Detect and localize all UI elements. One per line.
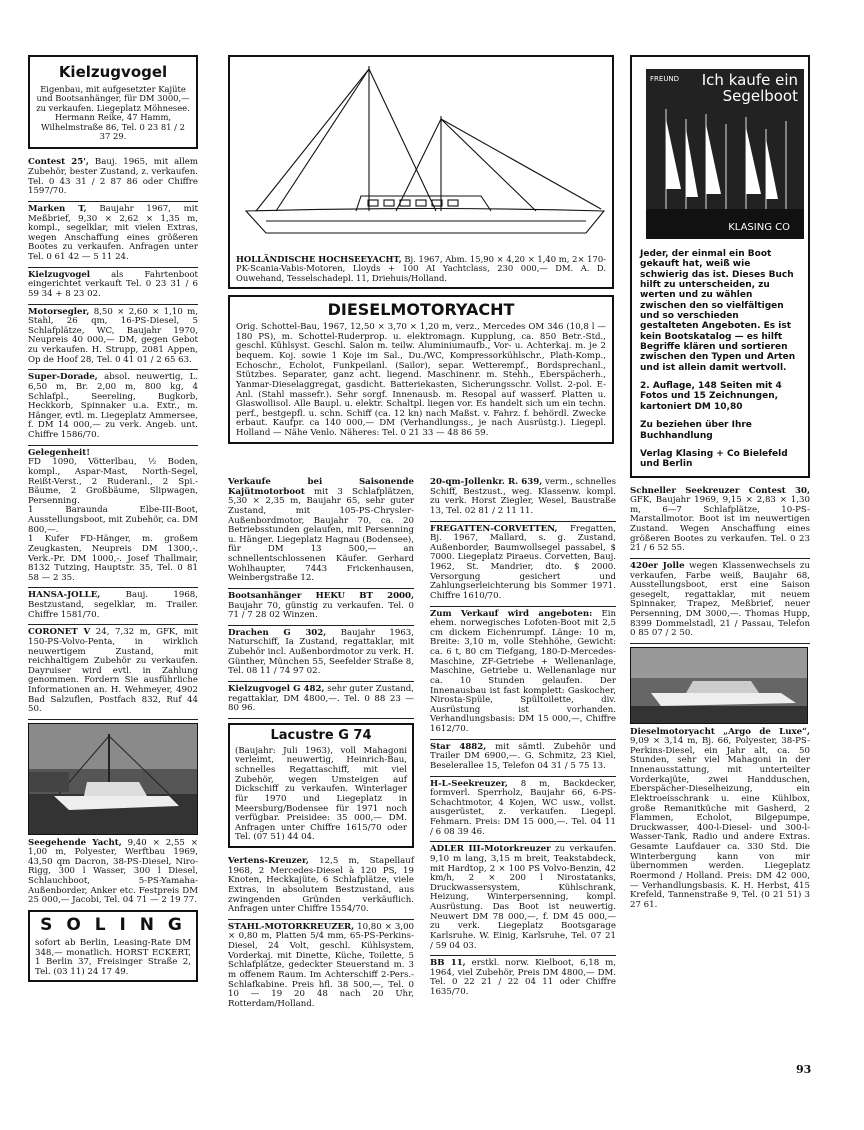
ad-head: Gelegenheit! [28, 447, 90, 458]
ad-text: 24, 7,32 m, GFK, mit 150-PS-Volvo-Penta, in wirklich neuwertigem Zustand, mit reichhaltigem Zubehör zu verkaufen. Dayruiser wird evtl. in Zahlung genommen. Fordern Sie ausführliche Informationen an. H. Wehmeyer, 4902 Bad Salzuflen, Postfach 832, Ruf 44 50. [28, 627, 198, 715]
hochseeyacht-box [228, 55, 614, 289]
dieselmotoryacht-text: Orig. Schottel-Bau, 1967, 12,50 × 3,70 × 1,20 m, verz., Mercedes OM 346 (10,8 l — 180 PS), m. Schottel-Ruderprop. u. elektromagn. Kupplung, ca. 850 Betr.-Std., geschl. Kühlsyst. Geschl. Salon m. teilw. Aluminiumaufb., Vor- u. Achterkaj. m. je 2 bequem. Koj. sowie 1 Koje im Sal., Du./WC, Kompressorkühlschr., Plath-Komp., Echoschr., Echolot, Funkpeilanl. (Sailor), separ. Wetterempf., Bordsprechanl., Stützbes. Separater, ganz acht. liegend. Maschinenr. m. Stehh., Eberspächerh., Yanmar-Dieselaggregat, gasdicht. Batteriekasten, Sicherungsschr. Vollst. 2-pol. E-Anl. (Stahl massefr.). Sehr sorgf. Innenausb. m. Resopal auf wasserf. Platten u. Glaswollisol. Alle Baupl. u. elektr. Schaltpl. liegen vor. Es handelt sich um ein techn. perf., bestgepfl. u. schn. Schiff (ca. 12 kn) nach Maßst. v. Fahrz. f. behördl. Zwecke erbaut. Kaufpr. ca 140 000,— DM (Verhandlungss., je nach Ausrüstg.). Liegepl. Holland — Nähe Venlo. Näheres: Tel. 0 21 33 — 48 86 59. [236, 322, 606, 439]
ad-jolle [630, 559, 810, 644]
ad-text: erstkl. norw. Kielboot, 6,18 m, 1964, viel Zubehör, Preis DM 4800,— DM. Tel. 0 22 21 / 22 04 11 oder Chiffre 1635/70. [430, 958, 616, 997]
soling-text: sofort ab Berlin, Leasing-Rate DM 348,— monatlich. HORST ECKERT, 1 Berlin 37, Freisinger Straße 2, Tel. (03 11) 24 17 49. [35, 937, 191, 977]
ad-text: zu verkaufen. 9,10 m lang, 3,15 m breit, Teakstabdeck, mit Hardtop, 2 × 100 PS Volvo-Benzin, 42 km/h, 2 × 200 l Nirostatanks, Druckwassersystem, Kühlschrank, Heizung, Winterpersenning, kompl. Ausrüstung. Das Boot ist neuwertig. Neuwert DM 78 000,—, f. DM 45 000,— zu verk. Liegeplatz Bootsgarage Karlsruhe. W. Einig, Karlsruhe, Tel. 07 21 / 59 04 03. [430, 844, 616, 951]
ad-text-baraunda: 1 Baraunda Elbe-III-Boot, Ausstellungsboot, mit Zubehör, ca. DM 800,—. [28, 505, 198, 535]
dieselmotoryacht-title: DIESELMOTORYACHT [327, 300, 515, 320]
book-intro: Jeder, der einmal ein Boot gekauft hat, weiß wie schwierig das ist. Dieses Buch hilft zu unterscheiden, zu werten und zu wählen zwischen den so vielfältigen und so verschieden gestalteten Angeboten. Es ist kein Bootskatalog — es hilft Begriffe klären und sortieren zwischen den Typen und Arten und ist allein damit wertvoll. [640, 249, 796, 373]
ad-text: Baujahr 1963, Naturschiff, Ia Zustand, regattaklar, mit Zubehör incl. Außenbordmotor zu verk. H. Günther, München 55, Seefelder Straße 8, Tel. 08 11 / 74 97 02. [228, 627, 415, 677]
ad-drachen [228, 626, 414, 682]
ad-kielzugvogel-g [228, 682, 414, 719]
ad-head: 420er Jolle [630, 560, 685, 571]
ad-kielzugvogel-2 [28, 268, 198, 305]
book-cover-publisher: FREUND [650, 75, 680, 83]
ad-text-fd: FD 1090, Vötterlbau, ½ Boden, kompl., Aspar-Mast, North-Segel, Reißt-Verst., 2 Ruderanl., 2 Spi.-Bäume, 2 Großbäume, Slipwagen, Persenning. [28, 457, 198, 506]
ad-text: 10,80 × 3,00 × 0,80 m, Platten 5/4 mm, 65-PS-Perkins-Diesel, 24 Volt, geschl. Kühlsystem, Vorderkaj. mit Dinette, Küche, Toilette, 5 Schlafplätze, gedeckter Steuerstand m. 3 m offenem Raum. Im Achterschiff 2-Pers.-Schlafkabine. Preis hfl. 38 500,—, Tel. 0 10 — 19 20 48 nach 20 Uhr, Rotterdam/Holland. [228, 921, 414, 1009]
ad-contest30 [630, 484, 810, 559]
ad-heku [228, 589, 414, 626]
dieselmotoryacht-box [228, 295, 614, 444]
ad-head: Contest 25', [28, 157, 89, 168]
ad-text: Bauj. 1968, Bestzustand, segelklar, m. Trailer. Chiffre 1581/70. [28, 590, 198, 620]
ad-text: als Fahrtenboot eingerichtet verkauft Tel. 0 23 31 / 6 59 34 + 8 23 02. [28, 269, 198, 299]
yacht-drawing [236, 61, 608, 251]
ad-adler [430, 842, 616, 956]
ad-hansa [28, 588, 198, 625]
ad-text: wegen Klassenwechsels zu verkaufen, Farbe weiß, Baujahr 68, Ausstellungsboot, erst eine Saison gesegelt, regattaklar, mit neuem Spinnaker, Trapez, Meßbrief, neuer Persenning, DM 3000,—. Thomas Hupp, 8399 Dommelstadl, 21 / Passau, Telefon 0 85 07 / 2 50. [630, 560, 810, 639]
ad-argo [630, 644, 810, 915]
ad-head: Marken T, [28, 203, 87, 214]
ad-head: Schneller Seekreuzer Contest 30, [630, 485, 810, 496]
ad-text: verm., schnelles Schiff, Bestzust., weg. Klassenw. kompl. zu verk. Horst Ziegler, Wesel, Baustraße 13, Tel. 02 81 / 2 11 11. [430, 477, 617, 516]
ad-head: ADLER III-Motorkreuzer [430, 844, 551, 855]
ad-text: Ein ehem. norwegisches Lofoten-Boot mit 2,5 cm dickem Eichenrumpf. Länge: 10 m, Breite: 3,10 m, volle Stehhöhe, Gewicht: ca. 6 t, 80 cm Tiefgang, 180-D-Mercedes-Maschine, ZF-Getriebe + Wellenanlage, Maschine, Getriebe u. Wellenanlage nur ca. 10 Stunden gelaufen. Der Innenausbau ist fast komplett: Gaskocher, Nirosta-Spüle, Spültoilette, div. Ausrüstung ist vorhanden. Verhandlungsbasis: DM 15 000,—, Chiffre 1612/70. [430, 608, 616, 734]
book-cover [646, 69, 798, 239]
ad-seegehende [28, 720, 198, 910]
ad-head: 20-qm-Jollenkr. R. 639, [430, 477, 543, 487]
ad-text-kufer: 1 Kufer FD-Hänger, m. großem Zeugkasten, Neupreis DM 1300,-. Verk.-Pr. DM 1000,-. Josef Thallmair, 8132 Tutzing, Hauptstr. 35, Tel. 0 81 58 — 2 35. [28, 534, 198, 583]
ad-head: BB 11, [430, 958, 466, 969]
column-left [28, 55, 198, 988]
ad-head: Drachen G 302, [228, 627, 327, 638]
ad-text: Bj. 1967, Abm. 15,90 × 4,20 × 1,40 m, 2× 170-PK-Scania-Vabis-Motoren, Lloyds + 100 AI Yachtclass, 230 000,— DM. A. D. Ouwehand, Tesselschadepl. 11, Driehuis/Holland. [236, 254, 606, 283]
ad-marken-t [28, 202, 198, 268]
ad-head: Kielzugvogel [28, 269, 91, 280]
ad-text: sehr guter Zustand, regattaklar, DM 4800,—. Tel. 0 88 23 — 80 96. [228, 683, 414, 714]
book-ad-box [630, 55, 810, 478]
book-cover-footer: KLASING CO [728, 222, 790, 233]
column-right [630, 55, 810, 914]
kielzugvogel-title: Kielzugvogel [58, 63, 168, 81]
ad-text: absol. neuwertig, L. 6,50 m, Br. 2,00 m, 800 kg, 4 Schlafpl., Seereling, Bugkorb, Heckkorb, Spinnaker u.a. Extr., m. Hänger, evtl. m. Liegeplatz Ammersee, f. DM 14 000,— zu verk. Angeb. unt. Chiffre 1586/70. [28, 372, 199, 441]
ad-hl [430, 777, 616, 843]
ad-jollenkr [430, 475, 616, 522]
ad-head: Verkaufe bei Saisonende Kajütmotorboot [228, 477, 414, 497]
ad-head: Kielzugvogel G 482, [228, 683, 325, 694]
kielzugvogel-box [28, 55, 198, 149]
ad-head: Dieselmotoryacht „Argo de Luxe“, [630, 726, 810, 737]
ad-head: Seegehende Yacht, [28, 837, 122, 848]
ad-super-dorade [28, 370, 198, 445]
yacht-photo [28, 723, 198, 835]
ad-motorsegler [28, 305, 198, 371]
hochseeyacht-text [236, 255, 606, 283]
ad-head: CORONET V [28, 627, 91, 638]
ad-text: mit 3 Schlafplätzen, 5,30 × 2,35 m, Baujahr 65, sehr guter Zustand, mit 105-PS-Chrysler-Außenbordmotor, Baujahr 70, ca. 20 Betriebsstunden gelaufen, mit Persenning u. Hänger. Liegeplatz Hagnau (Bodensee), für DM 13 500,— an schnellentschlossenen Käufer. Gerhard Wohlhaupter, 7443 Frickenhausen, Weinbergstraße 12. [228, 486, 415, 584]
ad-text: mit sämtl. Zubehör und Trailer DM 6900,—. G. Schmitz, 23 Kiel, Beselerallee 15, Telefon 04 31 / 5 75 13. [430, 741, 616, 771]
book-verlag: Verlag Klasing + Co Bielefeld und Berlin [640, 448, 788, 470]
ad-head: Motorsegler, [28, 306, 90, 317]
ad-saisonende [228, 475, 414, 589]
lacustre-box [228, 723, 414, 848]
ad-text: Baujahr 1967, mit Meßbrief, 9,30 × 2,62 × 1,35 m, kompl., segelklar, mit vielen Extras, wegen Anschaffung eines größeren Bootes zu verkaufen. Anfragen unter Tel. 0 61 42 — 5 11 24. [28, 203, 199, 263]
column-middle [228, 55, 614, 450]
ad-star [430, 740, 616, 777]
lacustre-text: (Baujahr: Juli 1963), voll Mahagoni verleimt, neuwertig, Heinrich-Bau, schnelles Regattaschiff, mit viel Zubehör, wegen Umsteigen auf Dickschiff zu verkaufen. Winterlager für 1970 und Liegeplatz in Meersburg/Bodensee für 1971 noch verfügbar. Preisidee: 35 000,— DM. Anfragen unter Chiffre 1615/70 oder Tel. (07 51) 44 04. [235, 745, 407, 843]
ad-lofoten [430, 607, 616, 740]
ad-head: HOLLÄNDISCHE HOCHSEEYACHT, [236, 254, 402, 264]
ad-text: 8 m, Backdecker, formverl. Sperrholz, Baujahr 66, 6-PS-Schachtmotor, 4 Kojen, WC usw., vollst. ausgerüstet, z. verkaufen. Liegepl. Fehmarn. Preis: DM 15 000,—. Tel. 04 11 / 6 08 39 46. [430, 778, 616, 837]
ad-text: Bauj. 1965, mit allem Zubehör, bester Zustand, z. verkaufen. Tel. 0 43 31 / 2 87 86 oder Chiffre 1597/70. [28, 157, 198, 197]
ad-head: Star 4882, [430, 741, 487, 752]
lacustre-title: Lacustre G 74 [270, 727, 372, 743]
ad-head: Super-Dorade, [28, 372, 98, 383]
column-middle-left [228, 475, 414, 1013]
ad-vertens [228, 854, 414, 920]
kielzugvogel-text: Eigenbau, mit aufgesetzter Kajüte und Bootsanhänger, für DM 3000,— zu verkaufen. Liegeplatz Möhnesee. Hermann Reike, 47 Hamm, Wilhelmstraße 86, Tel. 0 23 81 / 2 37 29. [36, 84, 190, 142]
ad-text: Fregatten, Bj. 1967, Mallard, s. g. Zustand, Außenborder, Baumwollsegel passabel, $ 7000. Liegeplatz Piraeus. Corvetten, Bauj. 1962, St. Mandrier, dto. $ 2000. Versorgung gesichert und Zahlungserleichterung bis Sommer 1971. Chiffre 1610/70. [430, 523, 616, 601]
column-middle-right [430, 475, 616, 1002]
ad-head: Zum Verkauf wird angeboten: [430, 608, 593, 619]
ad-head: H-L-Seekreuzer, [430, 778, 508, 789]
ad-fregatten [430, 522, 616, 607]
ad-text: 9,09 × 3,14 m, Bj. 66, Polyester, 38-PS-Perkins-Diesel, ein Jahr alt, ca. 50 Stunden, sehr viel Mahagoni in der Innenausstattung, mit unterteilter Vorderkajüte, zwei Handduschen, Eberspächer-Dieselheizung, ein Elektroeisschrank u. eine Kühlbox, große Remanitküche mit Gasherd, 2 Flammen, Echolot, Bilgepumpe, Druckwasser, 400-l-Diesel- und 300-l-Wasser-Tank, Radio und andere Extras. Gesamte Laufdauer ca. 330 Std. Die Winterbergung kann von mir übernommen werden. Liegeplatz Roermond / Holland. Preis: DM 42 000,— Verhandlungsbasis. K. H. Herbst, 415 Krefeld, Tannenstraße 9, Tel. (0 21 51) 3 27 61. [630, 736, 810, 910]
ad-text: Baujahr 70, günstig zu verkaufen. Tel. 0 71 / 7 28 02 Winzen. [228, 600, 414, 621]
book-cover-title: Ich kaufe ein Segelboot [701, 71, 798, 105]
ad-stahl [228, 920, 414, 1014]
ad-text: 12,5 m, Stapellauf 1968, 2 Mercedes-Diesel à 120 PS, 19 Knoten, Heckkajüte, 6 Schlafplätze, viele Extras, in absolutem Bestzustand, aus zwingenden Gründen verkäuflich. Anfragen unter Chiffre 1554/70. [228, 856, 415, 915]
motoryacht-photo [630, 647, 808, 724]
ad-gelegenheit [28, 446, 198, 589]
ad-text: 9,40 × 2,55 × 1,00 m, Polyester, Werftbau 1969, 43,50 qm Dacron, 38-PS-Diesel, Niro-Rigg, 300 l Wasser, 300 l Diesel, Schlauchboot, 5-PS-Yamaha-Außenborder, Anker etc. Festpreis DM 25 000,— Jacobi, Tel. 04 71 — 2 19 77. [28, 837, 198, 906]
ad-text: GFK, Baujahr 1969, 9,15 × 2,83 × 1,30 m, 6—7 Schlafplätze, 10-PS-Marstallmotor. Boot ist im neuwertigen Zustand. Wegen Anschaffung eines größeren Bootes zu verkaufen. Tel. 0 23 21 / 6 52 55. [630, 495, 810, 554]
ad-text: 8,50 × 2,60 × 1,10 m, Stahl, 26 qm, 16-PS-Diesel, 5 Schlafplätze, WC, Baujahr 1970, Neupreis 40 000,— DM, gegen Gebot zu verkaufen. H. Strupp, 2081 Appen, Op de Hoof 28, Tel. 0 41 01 / 2 65 63. [28, 306, 198, 365]
ad-bb [430, 956, 616, 1002]
page-number: 93 [796, 1063, 812, 1076]
book-order: Zu beziehen über Ihre Buchhandlung [640, 420, 752, 441]
ad-coronet [28, 625, 198, 720]
ad-head: Bootsanhänger HEKU BT 2000, [228, 590, 414, 601]
soling-title: S O L I N G [40, 914, 186, 935]
ad-head: Vertens-Kreuzer, [228, 856, 309, 866]
ad-head: HANSA-JOLLE, [28, 590, 101, 601]
ad-contest [28, 155, 198, 202]
soling-box [28, 910, 198, 983]
ad-head: FREGATTEN-CORVETTEN, [430, 523, 558, 534]
book-edition: 2. Auflage, 148 Seiten mit 4 Fotos und 15 Zeichnungen, kartoniert DM 10,80 [640, 381, 782, 412]
ad-head: STAHL-MOTORKREUZER, [228, 921, 355, 932]
